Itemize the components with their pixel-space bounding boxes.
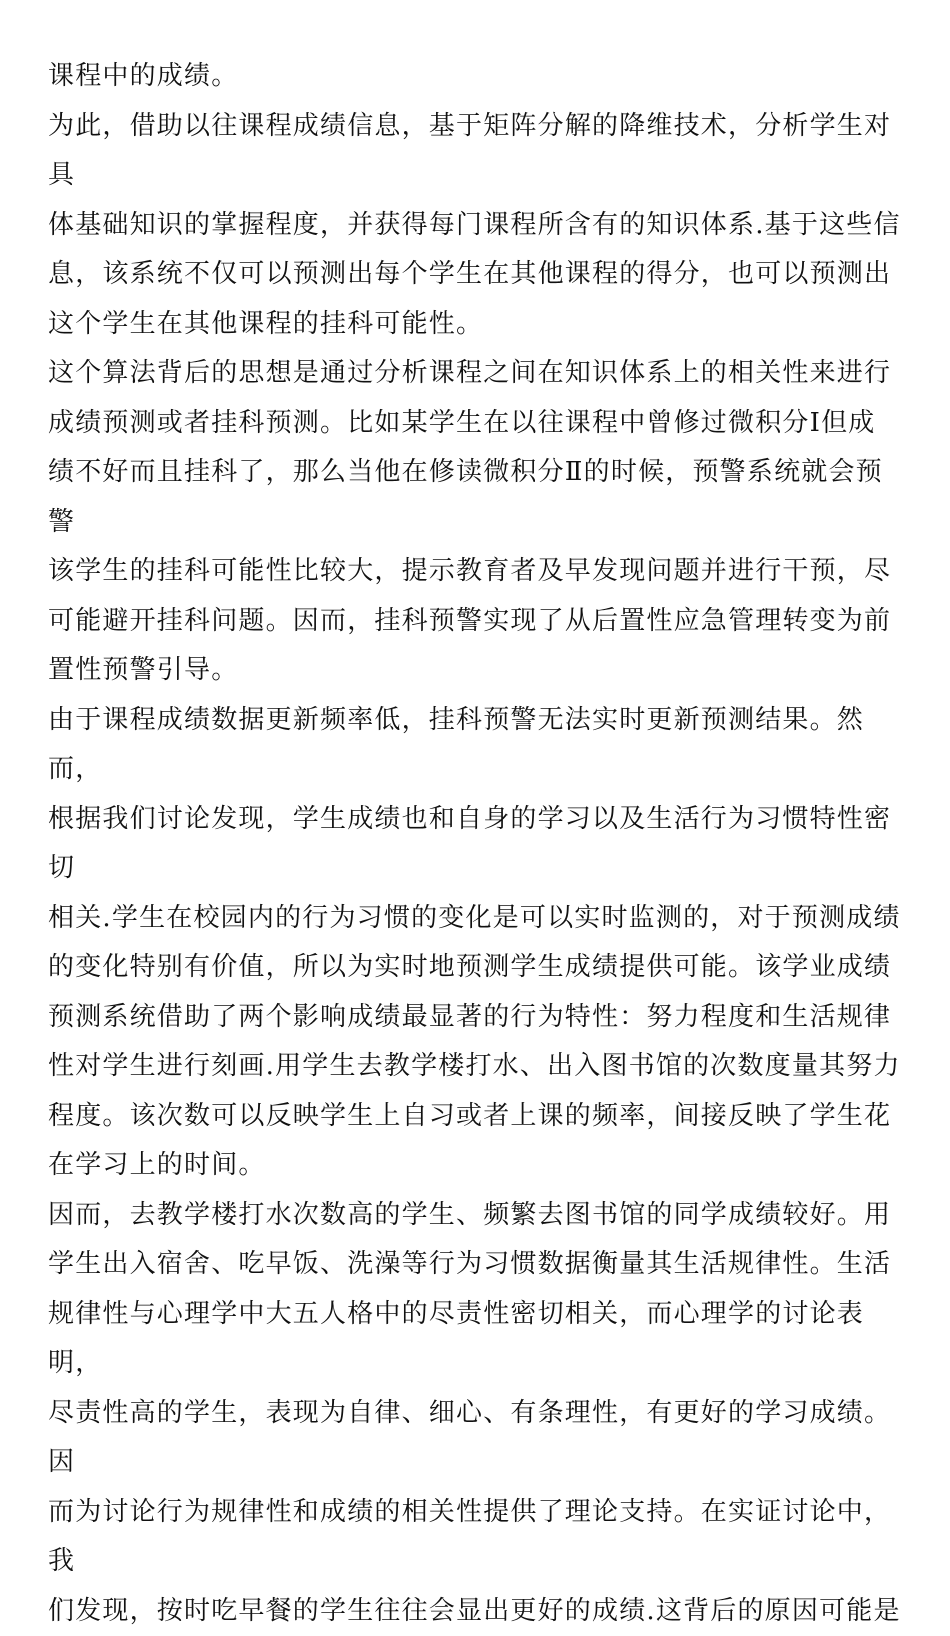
document-body xyxy=(48,52,908,1636)
paragraph-5: 因而，去教学楼打水次数高的学生、频繁去图书馆的同学成绩较好。用 学生出入宿舍、吃早饭、洗澡等行为习惯数据衡量其生活规律性。生活 规律性与心理学中大五人格中的尽责性密切相关，而心理学的讨论表明， 尽责性高的学生，表现为自律、细心、有条理性，有更好的学习成绩。因 而为讨论行为规律性和成绩的相关性提供了理论支持。在实证讨论中，我 们发现，按时吃早餐的学生往往会显出更好的成绩.这背后的原因可能是 xyxy=(48,1191,908,1636)
paragraph-1: 课程中的成绩。 xyxy=(48,52,908,102)
paragraph-2: 为此，借助以往课程成绩信息，基于矩阵分解的降维技术，分析学生对具 体基础知识的掌握程度，并获得每门课程所含有的知识体系.基于这些信 息，该系统不仅可以预测出每个学生在其他课程的得分，也可以预测出 这个学生在其他课程的挂科可能性。 xyxy=(48,102,908,350)
paragraph-3: 这个算法背后的思想是通过分析课程之间在知识体系上的相关性来进行 成绩预测或者挂科预测。比如某学生在以往课程中曾修过微积分Ⅰ但成 绩不好而且挂科了，那么当他在修读微积分Ⅱ的时候，预警系统就会预警 该学生的挂科可能性比较大，提示教育者及早发现问题并进行干预，尽 可能避开挂科问题。因而，挂科预警实现了从后置性应急管理转变为前 置性预警引导。 xyxy=(48,349,908,696)
paragraph-4: 由于课程成绩数据更新频率低，挂科预警无法实时更新预测结果。然而， 根据我们讨论发现，学生成绩也和自身的学习以及生活行为习惯特性密切 相关.学生在校园内的行为习惯的变化是可以实时监测的，对于预测成绩 的变化特别有价值，所以为实时地预测学生成绩提供可能。该学业成绩 预测系统借助了两个影响成绩最显著的行为特性：努力程度和生活规律 性对学生进行刻画.用学生去教学楼打水、出入图书馆的次数度量其努力 程度。该次数可以反映学生上自习或者上课的频率，间接反映了学生花 在学习上的时间。 xyxy=(48,696,908,1191)
